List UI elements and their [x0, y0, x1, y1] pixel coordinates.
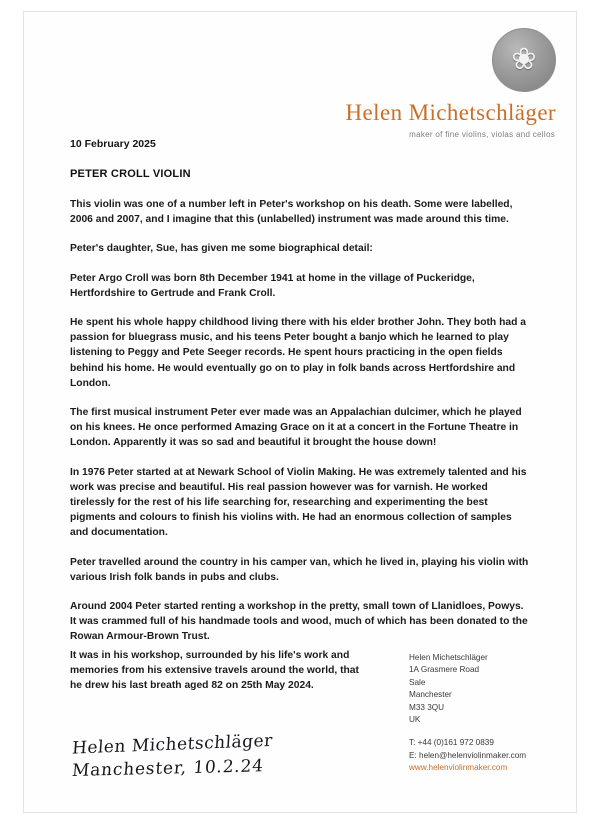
paragraph: This violin was one of a number left in Peter's workshop on his death. Some were labelled, 2006 and 2007, and I imagine that this (unlabelled) instrument was made around this time. [70, 199, 513, 226]
paragraph: He spent his whole happy childhood living there with his elder brother John. They both had a passion for bluegrass music, and his teens Peter bought a banjo which he learned to play listening to Peggy and Pete Seeger records. He spent hours practicing in the open fields behind his home. He would eventually go on to play in folk bands across Hertfordshire and London. [70, 317, 526, 389]
letter-body [70, 138, 530, 659]
contact-address-1: 1A Grasmere Road [409, 665, 480, 675]
signature-place-date: Manchester, 10.2.24 [71, 756, 265, 781]
brand-name: Helen Michetschläger [345, 100, 556, 125]
paragraph: Peter's daughter, Sue, has given me some biographical detail: [70, 243, 373, 255]
paragraph: Around 2004 Peter started renting a workshop in the pretty, small town of Llanidloes, Powys. It was crammed full of his handmade tools and wood, much of which has been donated to the Rowan Armour-Brown Trust. [70, 601, 528, 643]
paragraph: Peter travelled around the country in his camper van, which he lived in, playing his violin with various Irish folk bands in pubs and clubs. [70, 556, 529, 583]
logo-glyph: ❀ [511, 42, 537, 77]
paragraph: In 1976 Peter started at at Newark School of Violin Making. He was extremely talented and his work was precise and beautiful. His real passion however was for varnish. He worked tirelessly for the rest of his life searching for, researching and experimenting the best pigments and colours to finish his violins with. He had an enormous collection of samples and documentation. [70, 466, 527, 539]
closing-paragraph: It was in his workshop, surrounded by his life's work and memories from his extensive travels around the world, that he drew his last breath aged 82 on 25th May 2024. [70, 650, 359, 692]
letter-sheet [23, 11, 577, 813]
contact-email[interactable]: E: helen@helenviolinmaker.com [409, 750, 527, 760]
spacer [409, 726, 569, 737]
contact-address-3: Manchester [409, 690, 452, 700]
letter-date: 10 February 2025 [70, 138, 156, 150]
letter-title: PETER CROLL VIOLIN [70, 168, 191, 180]
paragraph: Peter Argo Croll was born 8th December 1941 at home in the village of Puckeridge, Hertfordshire to Gertrude and Frank Croll. [70, 272, 475, 299]
violin-scroll-roundel-icon [492, 28, 556, 92]
contact-name: Helen Michetschläger [409, 653, 488, 662]
signature-block [71, 730, 312, 781]
contact-country: UK [409, 715, 421, 725]
brand-tagline: maker of fine violins, violas and cellos [409, 130, 555, 139]
contact-postcode: M33 3QU [409, 702, 445, 712]
contact-block [409, 652, 569, 775]
contact-telephone: T: +44 (0)161 972 0839 [409, 738, 494, 748]
contact-address-2: Sale [409, 677, 426, 687]
paragraph: The first musical instrument Peter ever made was an Appalachian dulcimer, which he played on his knees. He once performed Amazing Grace on it at a concert in the Fortune Theatre in London. Apparently it was so sad and beautiful it brought the house down! [70, 407, 522, 449]
contact-website[interactable]: www.helenviolinmaker.com [409, 763, 508, 773]
signature-name: Helen Michetschläger [71, 730, 274, 759]
